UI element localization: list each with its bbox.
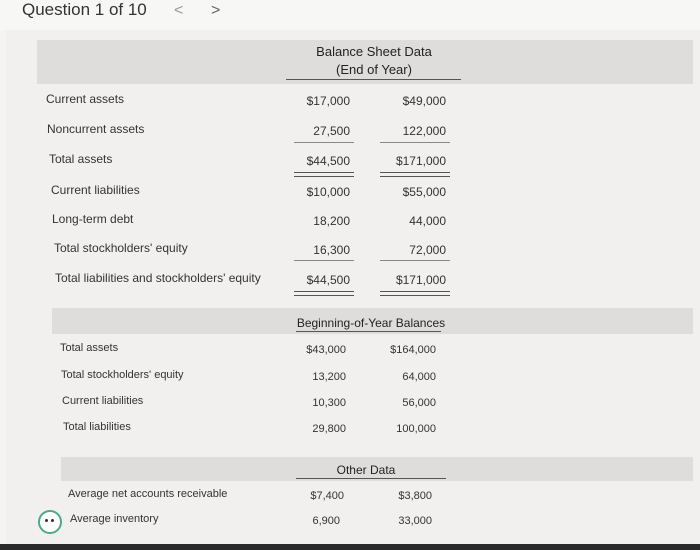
beginning-balances-heading-rule <box>296 331 441 332</box>
row-label: Total liabilities <box>63 421 131 433</box>
balance-sheet-heading-rule <box>286 79 461 80</box>
row-value-col2: $3,800 <box>398 490 432 502</box>
row-value-col1: 18,200 <box>313 214 350 228</box>
next-question-icon[interactable]: > <box>211 2 221 19</box>
balance-sheet-heading: Balance Sheet Data <box>316 44 432 59</box>
row-value-col2: 33,000 <box>398 515 432 527</box>
other-data-heading: Other Data <box>336 463 396 477</box>
row-value-col2: 64,000 <box>402 371 436 383</box>
row-value-col1: $43,000 <box>306 344 346 356</box>
total-double-rule <box>380 172 450 177</box>
row-value-col1: $44,500 <box>306 273 350 287</box>
row-label: Total stockholders' equity <box>54 241 188 255</box>
other-data-heading-rule <box>296 478 446 479</box>
row-value-col2: $171,000 <box>395 273 446 287</box>
row-value-col1: $10,000 <box>306 185 350 199</box>
row-value-col2: $49,000 <box>402 94 446 108</box>
balance-sheet-subheading: (End of Year) <box>336 62 412 77</box>
row-value-col2: $164,000 <box>390 344 436 356</box>
row-value-col1: 27,500 <box>313 124 350 138</box>
row-value-col1: 6,900 <box>312 515 340 527</box>
row-value-col1: $17,000 <box>306 94 350 108</box>
row-value-col2: 100,000 <box>396 423 436 435</box>
row-value-col2: 72,000 <box>409 243 446 257</box>
row-value-col2: $171,000 <box>395 154 446 168</box>
question-header <box>0 0 700 30</box>
row-value-col2: 44,000 <box>409 214 446 228</box>
subtotal-rule <box>380 142 450 143</box>
beginning-balances-heading: Beginning-of-Year Balances <box>296 316 446 330</box>
total-double-rule <box>294 291 354 296</box>
row-label: Current liabilities <box>51 183 140 197</box>
face-icon[interactable] <box>38 510 62 534</box>
row-value-col2: 56,000 <box>402 397 436 409</box>
row-label: Current liabilities <box>62 395 144 407</box>
subtotal-rule <box>294 260 354 261</box>
row-label: Total assets <box>60 342 119 354</box>
row-value-col1: 10,300 <box>312 397 346 409</box>
total-double-rule <box>294 172 354 177</box>
bottom-bar <box>0 544 700 550</box>
row-label: Total liabilities and stockholders' equity <box>55 271 261 285</box>
subtotal-rule <box>294 142 354 143</box>
previous-question-icon[interactable]: < <box>174 2 184 19</box>
row-label: Total stockholders' equity <box>61 369 184 381</box>
row-label: Current assets <box>46 92 125 106</box>
question-title: Question 1 of 10 <box>22 0 147 19</box>
problem-table-image <box>6 30 700 545</box>
row-value-col2: 122,000 <box>402 124 446 138</box>
row-value-col2: $55,000 <box>402 185 446 199</box>
row-value-col1: 29,800 <box>312 423 346 435</box>
row-label: Average net accounts receivable <box>68 488 228 500</box>
total-double-rule <box>380 291 450 296</box>
row-value-col1: $7,400 <box>310 490 344 502</box>
row-value-col1: 13,200 <box>312 371 346 383</box>
subtotal-rule <box>380 260 450 261</box>
row-value-col1: $44,500 <box>306 154 350 168</box>
row-value-col1: 16,300 <box>313 243 350 257</box>
row-label: Total assets <box>49 152 113 166</box>
row-label: Noncurrent assets <box>47 122 145 136</box>
row-label: Long-term debt <box>52 212 134 226</box>
row-label: Average inventory <box>70 513 159 525</box>
